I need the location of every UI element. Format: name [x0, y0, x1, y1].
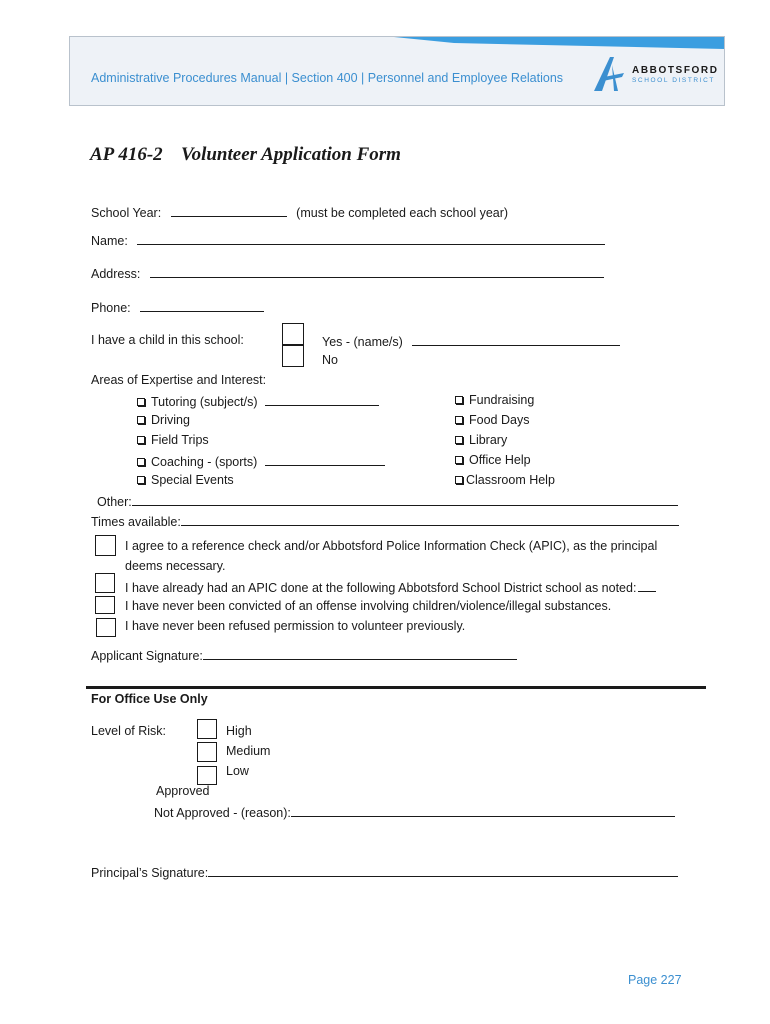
checkbox-icon[interactable]: [137, 398, 145, 406]
other-label: Other:: [97, 495, 132, 509]
logo-mark-icon: [590, 55, 630, 95]
school-year-row: [91, 204, 508, 220]
checkbox-icon[interactable]: [455, 456, 463, 464]
expertise-driving: Driving: [151, 413, 190, 427]
applicant-signature-field[interactable]: [203, 647, 517, 660]
address-label: Address:: [91, 267, 141, 281]
expertise-special-events: Special Events: [151, 473, 234, 487]
tutoring-subject-field[interactable]: [265, 393, 379, 406]
form-title: Volunteer Application Form: [181, 144, 401, 165]
child-yes-row: [322, 333, 620, 349]
expertise-tutoring: Tutoring (subject/s): [151, 395, 258, 409]
address-field[interactable]: [150, 265, 604, 278]
principal-signature-field[interactable]: [208, 864, 678, 877]
expertise-item[interactable]: [137, 393, 379, 409]
checkbox-icon[interactable]: [137, 436, 145, 444]
expertise-item[interactable]: [455, 453, 531, 467]
name-row: [91, 232, 605, 248]
name-field[interactable]: [137, 232, 605, 245]
expertise-item[interactable]: [455, 473, 555, 487]
risk-high-checkbox[interactable]: [197, 719, 217, 739]
expertise-item[interactable]: [137, 473, 234, 487]
school-year-field[interactable]: [171, 204, 287, 217]
expertise-fundraising: Fundraising: [469, 393, 535, 407]
risk-low-checkbox[interactable]: [197, 766, 217, 785]
logo-sub: SCHOOL DISTRICT: [632, 77, 715, 84]
school-year-note: (must be completed each school year): [296, 206, 509, 220]
address-row: [91, 265, 604, 281]
child-no-checkbox[interactable]: [282, 345, 304, 367]
agree-no-convictions-checkbox[interactable]: [95, 596, 115, 614]
agree-reference-text-cont: deems necessary.: [125, 559, 226, 573]
applicant-signature-label: Applicant Signature:: [91, 649, 203, 663]
approved-label: Approved: [156, 784, 210, 798]
times-label: Times available:: [91, 515, 181, 529]
phone-field[interactable]: [140, 299, 264, 312]
expertise-item[interactable]: [455, 393, 534, 407]
office-heading: For Office Use Only: [91, 692, 208, 706]
agree-apic-checkbox[interactable]: [95, 573, 115, 593]
expertise-item[interactable]: [455, 413, 529, 427]
name-label: Name:: [91, 234, 128, 248]
office-divider: [86, 686, 706, 689]
expertise-library: Library: [469, 433, 508, 447]
child-label: I have a child in this school:: [91, 333, 244, 347]
child-yes-checkbox[interactable]: [282, 323, 304, 345]
child-yes-label: Yes - (name/s): [322, 335, 403, 349]
not-approved-label: Not Approved - (reason):: [154, 806, 291, 820]
district-logo: [590, 55, 719, 98]
agree-apic-row: [125, 579, 656, 595]
child-no-label: No: [322, 353, 338, 367]
other-row: [97, 493, 678, 509]
checkbox-icon[interactable]: [455, 436, 463, 444]
child-names-field[interactable]: [412, 333, 620, 346]
agree-reference-text: I agree to a reference check and/or Abbotsford Police Information Check (APIC), as the principal: [125, 539, 658, 553]
agree-reference-checkbox[interactable]: [95, 535, 116, 556]
not-approved-reason-field[interactable]: [291, 804, 675, 817]
expertise-classroom-help: Classroom Help: [466, 473, 555, 487]
checkbox-icon[interactable]: [137, 458, 145, 466]
risk-low-label: Low: [226, 764, 249, 778]
expertise-item[interactable]: [455, 433, 507, 447]
expertise-office-help: Office Help: [469, 453, 531, 467]
checkbox-icon[interactable]: [137, 476, 145, 484]
expertise-food-days: Food Days: [469, 413, 530, 427]
page-number: Page 227: [628, 973, 682, 987]
agree-not-refused-text: I have never been refused permission to volunteer previously.: [125, 619, 466, 633]
checkbox-icon[interactable]: [455, 416, 463, 424]
phone-row: [91, 299, 264, 315]
principal-signature-row: [91, 864, 678, 880]
expertise-field-trips: Field Trips: [151, 433, 209, 447]
agree-no-convictions-text: I have never been convicted of an offense involving children/violence/illegal substances.: [125, 599, 612, 613]
expertise-item[interactable]: [137, 413, 190, 427]
agree-apic-text: I have already had an APIC done at the following Abbotsford School District school as noted:: [125, 581, 637, 595]
manual-title: Administrative Procedures Manual | Section 400 | Personnel and Employee Relations: [91, 71, 564, 85]
checkbox-icon[interactable]: [137, 416, 145, 424]
header-stripe: [394, 37, 724, 49]
coaching-sports-field[interactable]: [265, 453, 385, 466]
school-year-label: School Year:: [91, 206, 162, 220]
other-field[interactable]: [132, 493, 678, 506]
phone-label: Phone:: [91, 301, 131, 315]
checkbox-icon[interactable]: [455, 476, 463, 484]
expertise-coaching: Coaching - (sports): [151, 455, 258, 469]
logo-name: ABBOTSFORD: [632, 65, 719, 76]
principal-signature-label: Principal’s Signature:: [91, 866, 209, 880]
not-approved-row: [154, 804, 675, 820]
form-code: AP 416-2: [90, 144, 163, 165]
risk-high-label: High: [226, 724, 252, 738]
risk-label: Level of Risk:: [91, 724, 167, 738]
times-row: [91, 513, 679, 529]
risk-medium-label: Medium: [226, 744, 271, 758]
document-header: [69, 36, 725, 106]
expertise-item[interactable]: [137, 433, 209, 447]
times-field[interactable]: [181, 513, 679, 526]
risk-medium-checkbox[interactable]: [197, 742, 217, 762]
checkbox-icon[interactable]: [455, 396, 463, 404]
agree-not-refused-checkbox[interactable]: [96, 618, 116, 637]
expertise-item[interactable]: [137, 453, 385, 469]
applicant-signature-row: [91, 647, 517, 663]
expertise-label: Areas of Expertise and Interest:: [91, 373, 267, 387]
apic-school-field[interactable]: [638, 579, 656, 592]
